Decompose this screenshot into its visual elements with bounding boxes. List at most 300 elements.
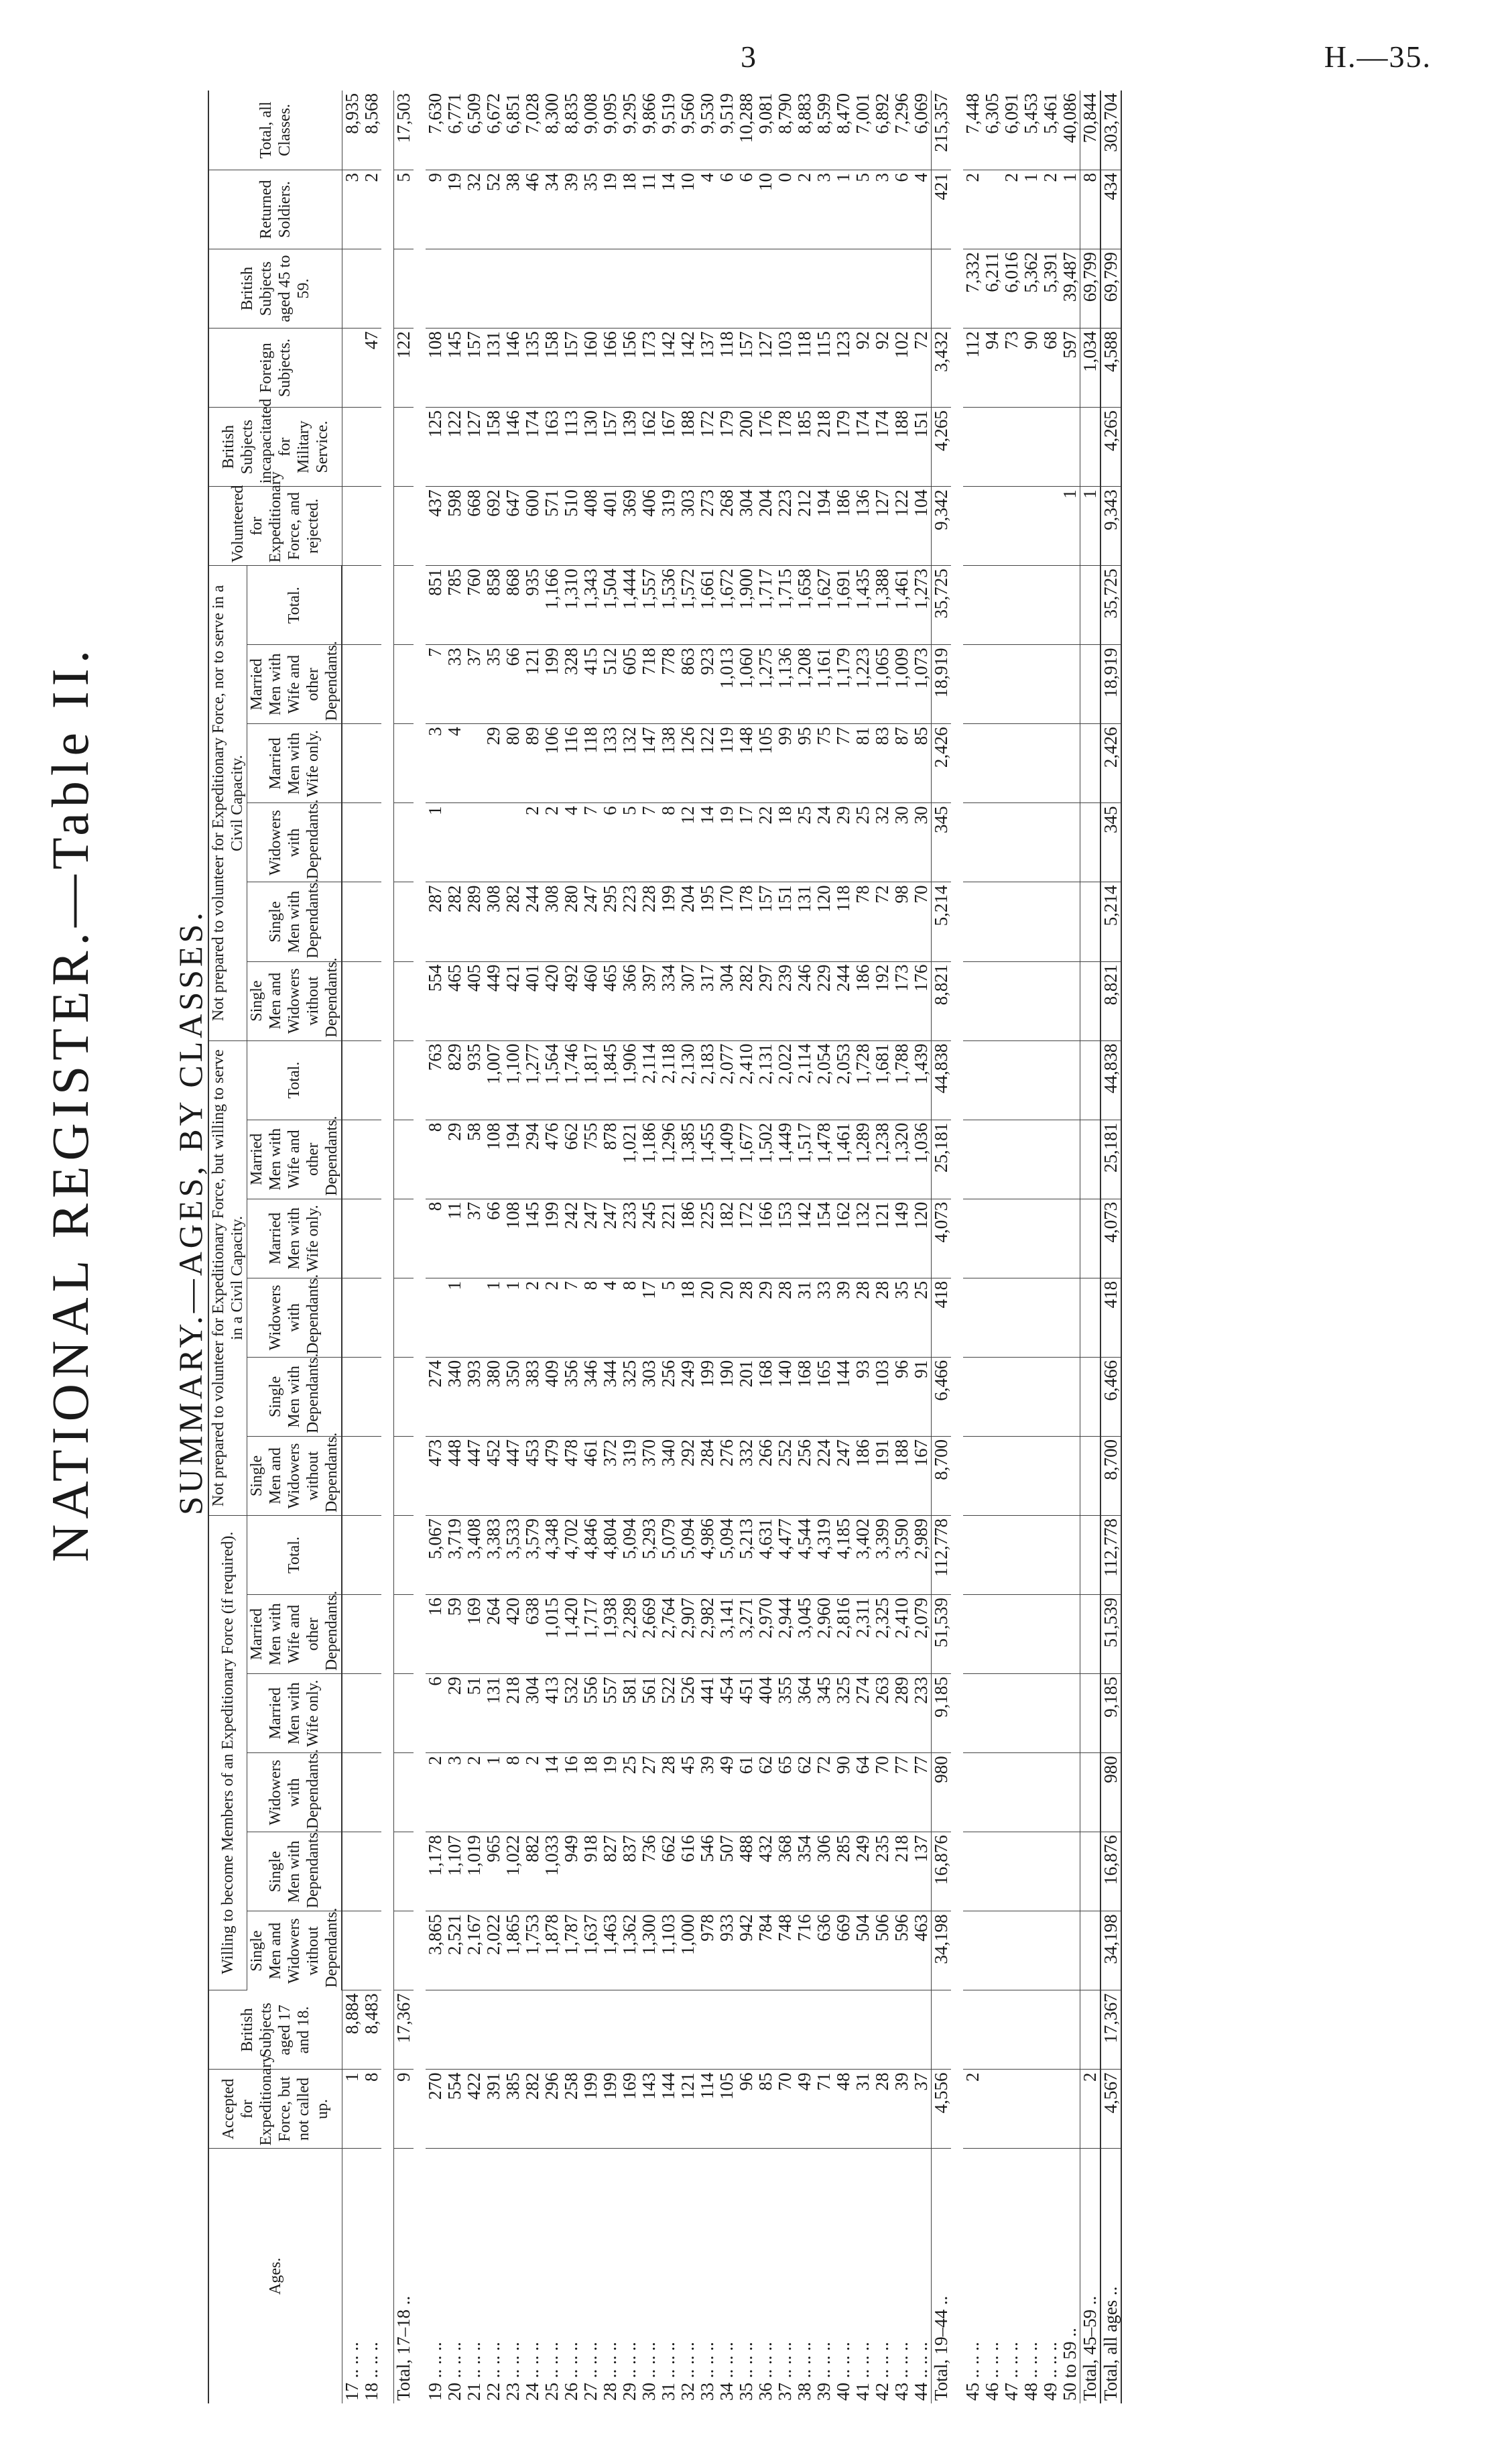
table-cell: 6 (601, 803, 620, 882)
table-cell: 182 (717, 1199, 737, 1278)
table-cell: 6 (426, 1674, 445, 1753)
table-cell: 268 (717, 487, 737, 566)
table-cell: 98 (892, 882, 911, 961)
table-row (601, 91, 620, 2403)
table-cell: 5,213 (737, 1516, 756, 1595)
table-cell (342, 1516, 362, 1595)
table-cell: 72 (873, 882, 892, 961)
table-cell (963, 1911, 983, 1990)
table-cell: 70 (911, 882, 932, 961)
table-cell: 415 (581, 645, 601, 724)
table-cell (1041, 1674, 1060, 1753)
table-cell: 2,079 (911, 1595, 932, 1674)
table-cell: 118 (834, 882, 853, 961)
table-cell: 31 (853, 2070, 873, 2149)
table-cell: 195 (698, 882, 717, 961)
table-cell: 9,866 (639, 91, 659, 170)
table-cell: 132 (620, 724, 639, 803)
table-cell: 130 (581, 408, 601, 487)
table-cell: 827 (601, 1832, 620, 1911)
table-cell (698, 249, 717, 329)
table-cell: 4,477 (775, 1516, 795, 1595)
table-cell: 748 (775, 1911, 795, 1990)
table-cell: 64 (853, 1753, 873, 1832)
table-cell: 274 (853, 1674, 873, 1753)
table-cell: 157 (464, 329, 484, 408)
table-cell (1002, 566, 1021, 645)
table-cell (394, 1120, 414, 1199)
table-cell (394, 408, 414, 487)
table-cell: 2,426 (932, 724, 952, 803)
table-cell: 1,021 (620, 1120, 639, 1199)
table-cell: 17,503 (394, 91, 414, 170)
table-cell: 7,028 (523, 91, 542, 170)
table-cell (342, 803, 362, 882)
table-cell: 186 (834, 487, 853, 566)
table-cell: 418 (1100, 1278, 1121, 1357)
table-cell (1021, 1911, 1041, 1990)
age-label: 34 .. .. .. (716, 2342, 737, 2401)
table-cell (562, 249, 581, 329)
table-cell (1002, 1832, 1021, 1911)
age-label: 24 .. .. .. (522, 2342, 542, 2401)
age-label: 25 .. .. .. (542, 2342, 562, 2401)
age-label: 23 .. .. .. (503, 2342, 523, 2401)
table-cell (581, 249, 601, 329)
table-cell: 605 (620, 645, 639, 724)
table-cell: 16 (426, 1595, 445, 1674)
table-cell: 225 (698, 1199, 717, 1278)
table-cell: 170 (717, 882, 737, 961)
table-cell: 368 (775, 1832, 795, 1911)
table-cell: 9,295 (620, 91, 639, 170)
table-cell: 39 (892, 2070, 911, 2149)
table-cell: 8 (620, 1278, 639, 1357)
table-cell (394, 1832, 414, 1911)
table-cell: 980 (1100, 1753, 1121, 1832)
header-ages: Ages. (208, 2149, 342, 2403)
table-cell (1021, 724, 1041, 803)
table-cell (963, 1120, 983, 1199)
table-cell: 77 (911, 1753, 932, 1832)
table-cell: 264 (484, 1595, 503, 1674)
table-cell: 1,817 (581, 1040, 601, 1120)
table-cell (963, 882, 983, 961)
table-cell: 256 (795, 1436, 814, 1515)
table-cell (983, 1516, 1002, 1595)
table-cell: 40,086 (1060, 91, 1080, 170)
header-group-civil-willing: Not prepared to volunteer for Expeditionary Force, but willing to serve in a Civil Capacity. (208, 1040, 247, 1515)
table-cell: 136 (853, 487, 873, 566)
age-label: 50 to 59 .. (1060, 2328, 1080, 2401)
table-cell: 1,343 (581, 566, 601, 645)
table-cell (1041, 803, 1060, 882)
table-cell: 380 (484, 1357, 503, 1436)
table-cell: 30 (911, 803, 932, 882)
table-cell: 137 (698, 329, 717, 408)
register-table-container (208, 91, 1468, 2403)
table-cell: 169 (464, 1595, 484, 1674)
table-cell: 319 (620, 1436, 639, 1515)
table-cell: 149 (892, 1199, 911, 1278)
table-cell (1021, 1990, 1041, 2070)
table-cell (775, 1990, 795, 2070)
table-cell (342, 724, 362, 803)
table-cell: 113 (562, 408, 581, 487)
table-cell: 34,198 (932, 1911, 952, 1990)
table-cell: 1,179 (834, 645, 853, 724)
table-cell: 1,900 (737, 566, 756, 645)
table-cell: 8 (659, 803, 678, 882)
table-cell: 118 (795, 329, 814, 408)
table-cell: 405 (464, 961, 484, 1040)
table-cell: 554 (445, 2070, 464, 2149)
age-label: 36 .. .. .. (755, 2342, 775, 2401)
table-cell (853, 249, 873, 329)
table-cell: 1,788 (892, 1040, 911, 1120)
table-cell: 8 (1080, 170, 1101, 249)
table-cell: 160 (581, 329, 601, 408)
table-cell: 215,357 (932, 91, 952, 170)
table-cell: 188 (678, 408, 698, 487)
table-cell: 1,022 (503, 1832, 523, 1911)
table-cell: 258 (562, 2070, 581, 2149)
table-cell (1041, 882, 1060, 961)
table-row (892, 91, 911, 2403)
table-cell: 44,838 (932, 1040, 952, 1120)
age-label: 21 .. .. .. (464, 2342, 484, 2401)
table-cell: 176 (911, 961, 932, 1040)
table-cell: 16,876 (932, 1832, 952, 1911)
table-cell: 118 (717, 329, 737, 408)
subheader-sub-total: Total. (247, 566, 342, 645)
table-cell: 145 (445, 329, 464, 408)
table-cell: 1,409 (717, 1120, 737, 1199)
table-row (426, 91, 445, 2403)
table-cell: 176 (756, 408, 775, 487)
table-cell (892, 1990, 911, 2070)
table-cell (1041, 1436, 1060, 1515)
table-cell: 6,509 (464, 91, 484, 170)
subheader-sub-single-with: Single Men with Dependants. (247, 1832, 342, 1911)
age-label: 45 .. .. .. (962, 2342, 983, 2401)
table-cell (1041, 1832, 1060, 1911)
table-cell: 157 (601, 408, 620, 487)
table-cell (963, 1040, 983, 1120)
table-row (1041, 91, 1060, 2403)
table-cell: 532 (562, 1674, 581, 1753)
page-reference: H.—35. (1324, 40, 1432, 74)
table-cell: 70 (775, 2070, 795, 2149)
table-cell: 4,588 (1100, 329, 1121, 408)
table-cell (1041, 566, 1060, 645)
table-cell: 29 (756, 1278, 775, 1357)
table-cell: 52 (484, 170, 503, 249)
table-cell: 2,022 (775, 1040, 795, 1120)
table-cell: 1,136 (775, 645, 795, 724)
table-cell (342, 1753, 362, 1832)
table-cell (1002, 1120, 1021, 1199)
table-cell: 303 (639, 1357, 659, 1436)
table-cell: 8 (362, 2070, 381, 2149)
table-cell (362, 408, 381, 487)
table-cell: 179 (834, 408, 853, 487)
table-cell: 413 (542, 1674, 562, 1753)
table-cell: 249 (853, 1832, 873, 1911)
table-cell (464, 1278, 484, 1357)
table-cell: 662 (562, 1120, 581, 1199)
table-cell (737, 1990, 756, 2070)
table-cell: 125 (426, 408, 445, 487)
table-cell: 5 (659, 1278, 678, 1357)
table-cell: 132 (853, 1199, 873, 1278)
table-cell (1080, 803, 1101, 882)
table-cell: 296 (542, 2070, 562, 2149)
table-cell: 131 (484, 329, 503, 408)
table-cell (1060, 724, 1080, 803)
table-cell: 6,892 (873, 91, 892, 170)
table-cell: 102 (892, 329, 911, 408)
subheader-sub-married-wife: Married Men with Wife only. (247, 1199, 342, 1278)
table-cell: 108 (484, 1120, 503, 1199)
table-cell: 1,385 (678, 1120, 698, 1199)
table-cell: 167 (911, 1436, 932, 1515)
table-cell: 62 (795, 1753, 814, 1832)
table-cell (1041, 2070, 1060, 2149)
table-cell: 409 (542, 1357, 562, 1436)
table-cell: 5 (853, 170, 873, 249)
table-cell (394, 1516, 414, 1595)
subheader-sub-married-wife: Married Men with Wife only. (247, 724, 342, 803)
table-cell (342, 408, 362, 487)
table-cell (394, 645, 414, 724)
table-cell (1021, 1199, 1041, 1278)
table-cell: 112,778 (932, 1516, 952, 1595)
table-cell: 2 (963, 2070, 983, 2149)
table-cell: 1,015 (542, 1595, 562, 1674)
table-cell (983, 645, 1002, 724)
subheader-sub-married-other: Married Men with Wife and other Dependants. (247, 1595, 342, 1674)
page-number: 3 (741, 40, 756, 74)
table-cell: 85 (911, 724, 932, 803)
table-cell (394, 249, 414, 329)
table-cell: 1,103 (659, 1911, 678, 1990)
table-cell: 1 (1060, 170, 1080, 249)
table-cell (1080, 408, 1101, 487)
table-cell: 441 (698, 1674, 717, 1753)
table-cell: 437 (426, 487, 445, 566)
table-cell (963, 1832, 983, 1911)
table-cell: 2,325 (873, 1595, 892, 1674)
table-cell: 3 (445, 1753, 464, 1832)
table-cell: 571 (542, 487, 562, 566)
age-label: 40 .. .. .. (833, 2342, 853, 2401)
table-cell: 245 (639, 1199, 659, 1278)
table-cell (963, 1674, 983, 1753)
age-label: 48 .. .. .. (1021, 2342, 1041, 2401)
table-cell: 1 (1021, 170, 1041, 249)
total-row (1080, 91, 1101, 2403)
table-cell: 465 (601, 961, 620, 1040)
subheader-sub-single-wo: Single Men and Widowers without Dependants. (247, 1911, 342, 1990)
table-cell: 14 (542, 1753, 562, 1832)
table-cell: 92 (873, 329, 892, 408)
table-cell: 420 (503, 1595, 523, 1674)
table-cell (362, 1436, 381, 1515)
table-cell: 5,067 (426, 1516, 445, 1595)
table-cell: 2,970 (756, 1595, 775, 1674)
table-cell (1021, 1832, 1041, 1911)
table-cell: 37 (911, 2070, 932, 2149)
table-cell: 8,470 (834, 91, 853, 170)
table-cell (1021, 961, 1041, 1040)
table-cell (426, 1278, 445, 1357)
table-cell: 965 (484, 1832, 503, 1911)
table-cell: 319 (659, 487, 678, 566)
table-cell: 4,567 (1100, 2070, 1121, 2149)
table-cell: 121 (873, 1199, 892, 1278)
table-cell: 346 (581, 1357, 601, 1436)
table-cell: 6,091 (1002, 91, 1021, 170)
table-cell (394, 1278, 414, 1357)
table-cell: 168 (756, 1357, 775, 1436)
table-cell (1021, 566, 1041, 645)
table-cell: 9 (394, 2070, 414, 2149)
table-cell: 2 (464, 1753, 484, 1832)
table-row (756, 91, 775, 2403)
table-cell: 304 (523, 1674, 542, 1753)
table-cell: 172 (737, 1199, 756, 1278)
table-cell (1002, 803, 1021, 882)
table-cell (963, 961, 983, 1040)
table-cell (1021, 1595, 1041, 1674)
table-cell (1021, 487, 1041, 566)
table-cell: 65 (775, 1753, 795, 1832)
table-cell: 25 (620, 1753, 639, 1832)
table-cell (1041, 1040, 1060, 1120)
age-label: 38 .. .. .. (794, 2342, 814, 2401)
table-cell: 3,399 (873, 1516, 892, 1595)
table-cell: 122 (445, 408, 464, 487)
table-cell: 106 (542, 724, 562, 803)
table-row (445, 91, 464, 2403)
table-cell: 30 (892, 803, 911, 882)
table-cell: 9,342 (932, 487, 952, 566)
table-cell: 151 (911, 408, 932, 487)
table-cell: 6,851 (503, 91, 523, 170)
table-cell: 218 (503, 1674, 523, 1753)
table-cell (484, 1990, 503, 2070)
table-cell (1002, 1357, 1021, 1436)
table-cell: 37 (464, 645, 484, 724)
table-cell: 4 (445, 724, 464, 803)
table-cell: 2 (1002, 170, 1021, 249)
table-cell: 1 (503, 1278, 523, 1357)
table-cell (445, 249, 464, 329)
table-cell (1080, 1832, 1101, 1911)
table-cell: 9 (426, 170, 445, 249)
table-cell: 716 (795, 1911, 814, 1990)
table-cell (394, 961, 414, 1040)
table-cell: 20 (698, 1278, 717, 1357)
table-cell: 345 (1100, 803, 1121, 882)
table-cell (1021, 1753, 1041, 1832)
row-separator (414, 91, 426, 2403)
table-cell: 5,453 (1021, 91, 1041, 170)
table-cell (963, 1595, 983, 1674)
age-label: 33 .. .. .. (697, 2342, 717, 2401)
table-cell: 1,691 (834, 566, 853, 645)
table-cell (362, 1040, 381, 1120)
table-cell (342, 249, 362, 329)
table-cell: 289 (464, 882, 484, 961)
table-cell: 7 (426, 645, 445, 724)
table-cell (717, 1990, 737, 2070)
table-cell: 192 (873, 961, 892, 1040)
table-cell: 4,348 (542, 1516, 562, 1595)
age-label: 30 .. .. .. (639, 2342, 659, 2401)
table-cell: 122 (892, 487, 911, 566)
table-cell: 504 (853, 1911, 873, 1990)
table-cell: 8,835 (562, 91, 581, 170)
table-cell: 239 (775, 961, 795, 1040)
table-cell: 24 (814, 803, 834, 882)
table-cell (1041, 1753, 1060, 1832)
table-cell: 32 (464, 170, 484, 249)
table-cell: 99 (775, 724, 795, 803)
table-cell: 1,439 (911, 1040, 932, 1120)
table-cell: 162 (639, 408, 659, 487)
table-title: NATIONAL REGISTER.—Table II. (41, 644, 99, 1562)
table-cell: 142 (659, 329, 678, 408)
table-cell: 96 (892, 1357, 911, 1436)
age-label: 41 .. .. .. (853, 2342, 873, 2401)
table-cell: 29 (834, 803, 853, 882)
table-row (1060, 91, 1080, 2403)
table-row (834, 91, 853, 2403)
table-cell: 600 (523, 487, 542, 566)
table-cell: 6,211 (983, 249, 1002, 329)
table-cell: 6,771 (445, 91, 464, 170)
table-cell (892, 249, 911, 329)
table-cell: 421 (503, 961, 523, 1040)
table-cell: 1,300 (639, 1911, 659, 1990)
table-cell: 6,305 (983, 91, 1002, 170)
table-cell: 188 (892, 1436, 911, 1515)
table-cell: 3,402 (853, 1516, 873, 1595)
table-cell: 923 (698, 645, 717, 724)
table-cell (394, 1595, 414, 1674)
table-cell: 918 (581, 1832, 601, 1911)
table-cell: 270 (426, 2070, 445, 2149)
table-cell: 6 (717, 170, 737, 249)
table-cell: 9,530 (698, 91, 717, 170)
table-cell: 6,069 (911, 91, 932, 170)
age-label: 28 .. .. .. (600, 2342, 620, 2401)
table-cell: 147 (639, 724, 659, 803)
table-cell: 2,183 (698, 1040, 717, 1120)
table-cell: 61 (737, 1753, 756, 1832)
table-cell: 68 (1041, 329, 1060, 408)
table-cell: 7,296 (892, 91, 911, 170)
table-cell: 2,521 (445, 1911, 464, 1990)
table-row (1021, 91, 1041, 2403)
table-cell (342, 645, 362, 724)
subheader-sub-married-other: Married Men with Wife and other Dependants. (247, 1120, 342, 1199)
table-cell: 522 (659, 1674, 678, 1753)
table-cell: 127 (756, 329, 775, 408)
table-cell: 2,982 (698, 1595, 717, 1674)
